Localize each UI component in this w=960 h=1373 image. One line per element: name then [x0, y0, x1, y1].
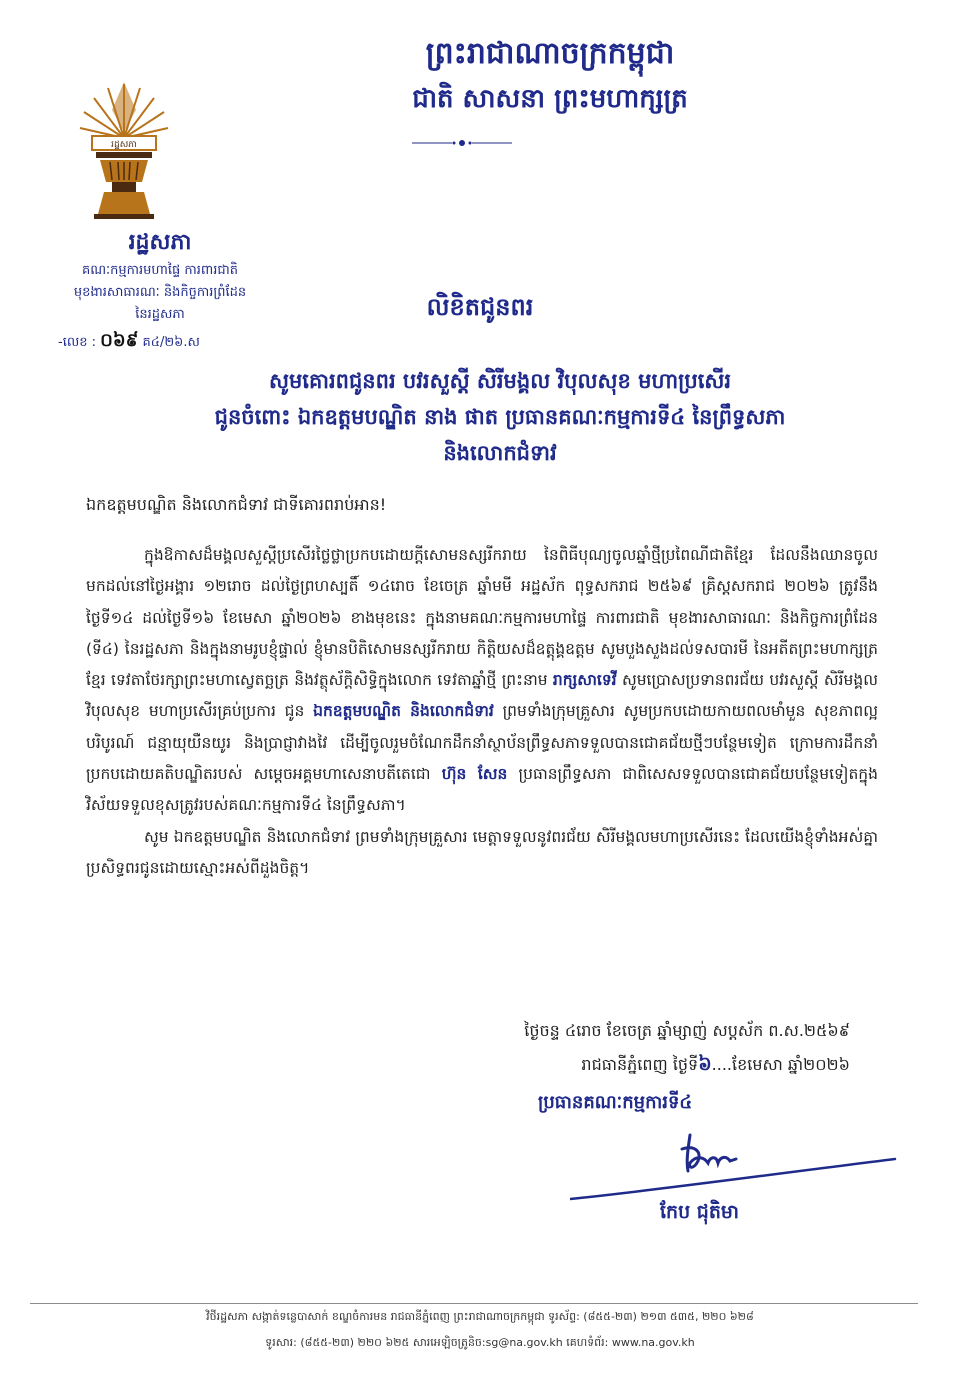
deity-name: រាក្សសាទេវី: [552, 671, 617, 690]
wish-heading-line2: ជូនចំពោះ ឯកឧត្តមបណ្ឌិត នាង ផាត ប្រធានគណៈកម្មការទី៤ នៃព្រឹទ្ធសភា: [214, 405, 786, 429]
commission-name-line3: នៃរដ្ឋសភា: [135, 307, 185, 322]
handwritten-signature: [570, 1125, 900, 1205]
ref-suffix: គ៤/២៦.ស: [142, 335, 200, 350]
place-date-day: ៦: [698, 1053, 712, 1075]
para1-text-d: ប្រធានព្រឹទ្ធសភា ជាពិសេសទទួលបានជោគជ័យបន្ថែមទៀតក្នុងវិស័យទទួលខុសត្រូវរបស់គណៈកម្មការទី៤ នៃព្រឹទ្ធសភា។: [86, 765, 878, 815]
wish-heading-line3: និងលោកជំទាវ: [443, 441, 557, 465]
leader-name: ហ៊ុន សែន: [441, 765, 508, 784]
signer-title: ប្រធានគណៈកម្មការទី៤: [538, 1092, 693, 1113]
place-date: [581, 1052, 850, 1080]
place-date-prefix: រាជធានីភ្នំពេញ ថ្ងៃទី: [581, 1055, 699, 1074]
footer-divider: [30, 1303, 918, 1304]
footer-address: វិថីរដ្ឋសភា សង្កាត់ទន្លេបាសាក់ ខណ្ឌចំការមន រាជធានីភ្នំពេញ ព្រះរាជាណាចក្រកម្ពុជា ទូរស័ព្ទ: (៨៥៥-២៣) ២១៣ ៥៣៥, ២២០ ៦២៨: [206, 1310, 754, 1323]
reference-number: [58, 328, 200, 355]
ref-prefix: -លេខ :: [58, 335, 96, 350]
salutation: ឯកឧត្តមបណ្ឌិត និងលោកជំទាវ ជាទីគោរពរាប់អាន!: [86, 495, 387, 514]
lunar-date: ថ្ងៃចន្ទ ៤រោច ខែចេត្រ ឆ្នាំម្សាញ់ សប្តស័ក ព.ស.២៥៦៩: [524, 1021, 850, 1040]
letter-body: [86, 540, 878, 884]
ornament-divider-icon: [412, 134, 512, 152]
place-date-suffix: ....ខែមេសា ឆ្នាំ២០២៦: [711, 1055, 850, 1074]
national-motto: ជាតិ សាសនា ព្រះមហាក្សត្រ: [412, 84, 688, 114]
commission-name-line1: គណៈកម្មការមហាផ្ទៃ ការពារជាតិ: [82, 263, 238, 278]
signer-name: កែប ជុតិមា: [660, 1201, 739, 1223]
para1-text-a: ក្នុងឱកាសដ៏មង្គលសួស្តីប្រសើរថ្លៃថ្លាប្រកបដោយក្តីសោមនស្សរីករាយ នៃពិធីបុណ្យចូលឆ្នាំថ្មីប្រពៃណីជាតិខ្មែរ ដែលនឹងឈានចូលមកដល់នៅថ្ងៃអង្គារ ១២រោច ដល់ថ្ងៃព្រហស្បតិ៍ ១៤រោច ខែចេត្រ ឆ្នាំមមី អដ្ឋស័ក ពុទ្ធសករាជ ២៥៦៩ គ្រិស្តសករាជ ២០២៦ ត្រូវនឹងថ្ងៃទី១៤ ដល់ថ្ងៃទី១៦ ខែមេសា ឆ្នាំ២០២៦ ខាងមុខនេះ ក្នុងនាមគណៈកម្មការមហាផ្ទៃ ការពារជាតិ មុខងារសាធារណៈ និងកិច្ចការព្រំដែន (ទី៤) នៃរដ្ឋសភា និងក្នុងនាមរូបខ្ញុំផ្ទាល់ ខ្ញុំមានបិតិសោមនស្សរីករាយ កិត្តិយសដ៏ឧត្តុង្គឧត្តម សូមបួងសួងដល់ទសបារមី នៃអតីតព្រះមហាក្សត្រខ្មែរ ទេវតាថែរក្សាព្រះមហាស្វេតច្ឆត្រ និងវត្ថុស័ក្តិសិទ្ធិក្នុងលោក ទេវតាឆ្នាំថ្មី ព្រះនាម: [86, 546, 878, 690]
footer-contact: ទូរសារ: (៨៥៥-២៣) ២២០ ៦២៥ សារអេឡិចត្រូនិច:sg@na.gov.kh គេហទំព័រ: www.na.gov.kh: [265, 1336, 695, 1349]
body-paragraph-2: សូម ឯកឧត្តមបណ្ឌិត និងលោកជំទាវ ព្រមទាំងក្រុមគ្រួសារ មេត្តាទទួលនូវពរជ័យ សិរីមង្គលមហាប្រសើរនេះ ដែលយើងខ្ញុំទាំងអស់គ្នា ប្រសិទ្ធពរជូនដោយស្មោះអស់ពីដួងចិត្ត។: [86, 827, 878, 877]
para1-text-b: សូមប្រោសប្រទានពរជ័យ បវរសួស្តី សិរីមង្គល វិបុលសុខ មហាប្រសើរគ្រប់ប្រការ ជូន: [86, 671, 878, 721]
national-assembly-emblem-icon: [78, 80, 170, 220]
kingdom-title: ព្រះរាជាណាចក្រកម្ពុជា: [425, 36, 675, 71]
svg-text:រដ្ឋសភា: រដ្ឋសភា: [111, 140, 137, 150]
ref-number: ០៦៩: [100, 330, 139, 351]
para1-text-c: ព្រមទាំងក្រុមគ្រួសារ សូមប្រកបដោយកាយពលមាំមួន សុខភាពល្អបរិបូរណ៍ ជន្មាយុយឺនយូរ និងប្រាជ្ញាវាងវៃ ដើម្បីចូលរួមចំណែកដឹកនាំស្ថាប័នព្រឹទ្ធសភាទទួលបានជោគជ័យថ្មីៗបន្ថែមទៀត ក្រោមការដឹកនាំប្រកបដោយគតិបណ្ឌិតរបស់ សម្តេចអគ្គមហាសេនាបតីតេជោ: [86, 702, 879, 784]
wish-heading-line1: សូមគោរពជូនពរ បវរសួស្តី សិរីមង្គល វិបុលសុខ មហាប្រសើរ: [268, 369, 732, 393]
recipient-honorific: ឯកឧត្តមបណ្ឌិត និងលោកជំទាវ: [313, 702, 494, 721]
letter-title: លិខិតជូនពរ: [426, 293, 534, 321]
body-paragraph-1: [86, 540, 878, 822]
commission-name-line2: មុខងារសាធារណៈ និងកិច្ចការព្រំដែន: [73, 285, 247, 300]
sender-org-name: រដ្ឋសភា: [128, 230, 192, 255]
